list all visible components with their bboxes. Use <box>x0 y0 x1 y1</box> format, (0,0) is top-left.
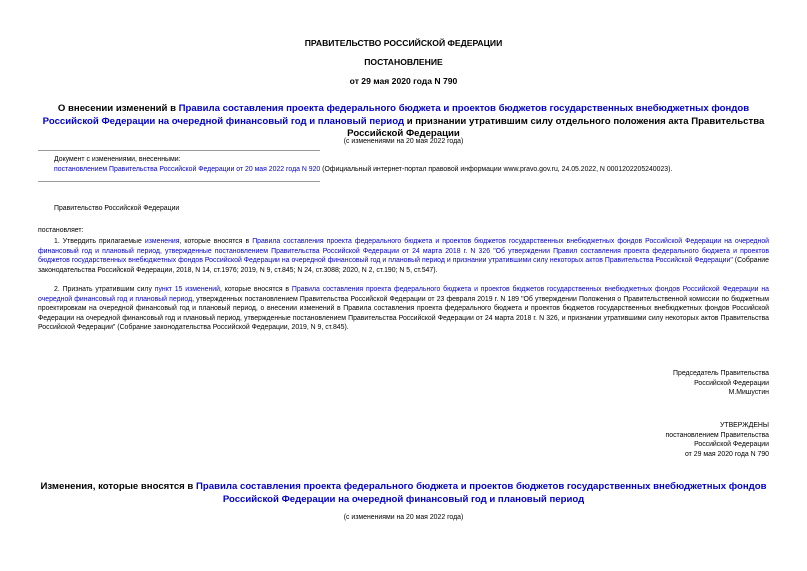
signature-position: Председатель Правительства <box>673 370 769 377</box>
amendment-decree-link[interactable]: постановлением Правительства Российской Федерации от 20 мая 2022 года N 920 <box>54 166 321 173</box>
paragraph-1: 1. Утвердить прилагаемые изменения, которые вносятся в Правила составления проекта федерального бюджета и проектов бюджетов государственных внебюджетных фондов Российской Федерации на очередной финансовый год и плановый период, утвержденные постановлением Правительства Российской Федерации от 24 марта 2018 г. N 326 "Об утверждении Правил составления проекта федерального бюджета и проектов бюджетов государственных внебюджетных фондов Российской Федерации на очередной финансовый год и плановый период и признании утратившими силу некоторых актов Правительства Российской Федерации" (Собрание законодательства Российской Федерации, 2018, N 14, ст.1976; 2019, N 9, ст.845; N 24, ст.3088; 2020, N 2, ст.190; N 5, ст.547). <box>38 238 770 274</box>
rules-link[interactable]: Правила составления проекта федерального бюджета и проектов бюджетов государственных внебюджетных фондов Российской Федерации на очередной финансовый год и плановый период <box>42 103 750 127</box>
amendments-intro: Документ с изменениями, внесенными: <box>54 156 181 163</box>
amendments-source <box>54 165 769 175</box>
government-name: Правительство Российской Федерации <box>54 205 180 212</box>
approval-org: Российской Федерации <box>694 441 769 448</box>
title-prefix: О внесении изменений в <box>57 103 179 114</box>
changes-title <box>36 481 771 506</box>
divider-top <box>38 150 320 151</box>
signature-name: М.Мишустин <box>728 389 769 396</box>
point-15-link[interactable]: пункт 15 изменений <box>154 286 220 293</box>
rules-link-2[interactable]: Правила составления проекта федерального бюджета и проектов бюджетов государственных внебюджетных фондов Российской Федерации на очередной финансовый год и плановый период <box>38 286 769 303</box>
approval-date: от 29 мая 2020 года N 790 <box>685 450 769 458</box>
paragraph-2: 2. Признать утратившим силу пункт 15 изменений, которые вносятся в Правила составления проекта федерального бюджета и проектов бюджетов государственных внебюджетных фондов Российской Федерации на очередной финансовый год и плановый период, утвержденных постановлением Правительства Российской Федерации от 23 февраля 2019 г. N 189 "Об утверждении Положения о Правительственной комиссии по бюджетным проектировкам на очередной финансовый год и плановый период, о внесении изменений в Правила составления проекта федерального бюджета и проектов бюджетов государственных внебюджетных фондов Российской Федерации на очередной финансовый год и плановый период, утвержденные постановлением Правительства Российской Федерации от 24 марта 2018 г. N 326, и признании утратившими силу некоторых актов Правительства Российской Федерации" (Собрание законодательства Российской Федерации, 2019, N 9, ст.845). <box>38 286 769 332</box>
approval-block <box>666 421 770 459</box>
changes-note: (с изменениями на 20 мая 2022 года) <box>343 138 464 145</box>
approval-status: УТВЕРЖДЕНЫ <box>720 422 769 429</box>
approval-by: постановлением Правительства <box>665 431 769 439</box>
changes-rules-link[interactable]: Правила составления проекта федерального бюджета и проектов бюджетов государственных внебюджетных фондов Российской Федерации на очередной финансовый год и плановый период <box>196 481 767 505</box>
changes-title-prefix: Изменения, которые вносятся в <box>40 481 196 492</box>
doc-type-heading: ПОСТАНОВЛЕНИЕ <box>364 57 443 67</box>
government-heading: ПРАВИТЕЛЬСТВО РОССИЙСКОЙ ФЕДЕРАЦИИ <box>304 38 503 48</box>
signature-block <box>673 369 769 398</box>
amendments-source-text: (Официальный интернет-портал правовой информации www.pravo.gov.ru, 24.05.2022, N 0001202205240023). <box>320 166 673 173</box>
date-number-heading: от 29 мая 2020 года N 790 <box>349 76 458 86</box>
divider-bottom <box>38 181 320 182</box>
document-title <box>36 103 771 141</box>
signature-org: Российской Федерации <box>694 379 769 387</box>
title-suffix: и признании утратившим силу отдельного положения акта Правительства Российской Федерации <box>347 115 765 139</box>
changes-link[interactable]: изменения <box>144 238 180 245</box>
resolves-text: постановляет: <box>38 227 84 234</box>
rules-2018-link[interactable]: Правила составления проекта федерального бюджета и проектов бюджетов государственных внебюджетных фондов Российской Федерации на очередной финансовый год и плановый период, утвержденные постановлением Правительства Российской Федерации от 24 марта 2018 г. N 326 "Об утверждении Правил составления проекта федерального бюджета и проектов бюджетов государственных внебюджетных фондов Российской Федерации на очередной финансовый год и плановый период и признании утратившими силу некоторых актов Правительства Российской Федерации" <box>38 238 770 265</box>
changes-note-bottom: (с изменениями на 20 мая 2022 года) <box>343 514 464 521</box>
